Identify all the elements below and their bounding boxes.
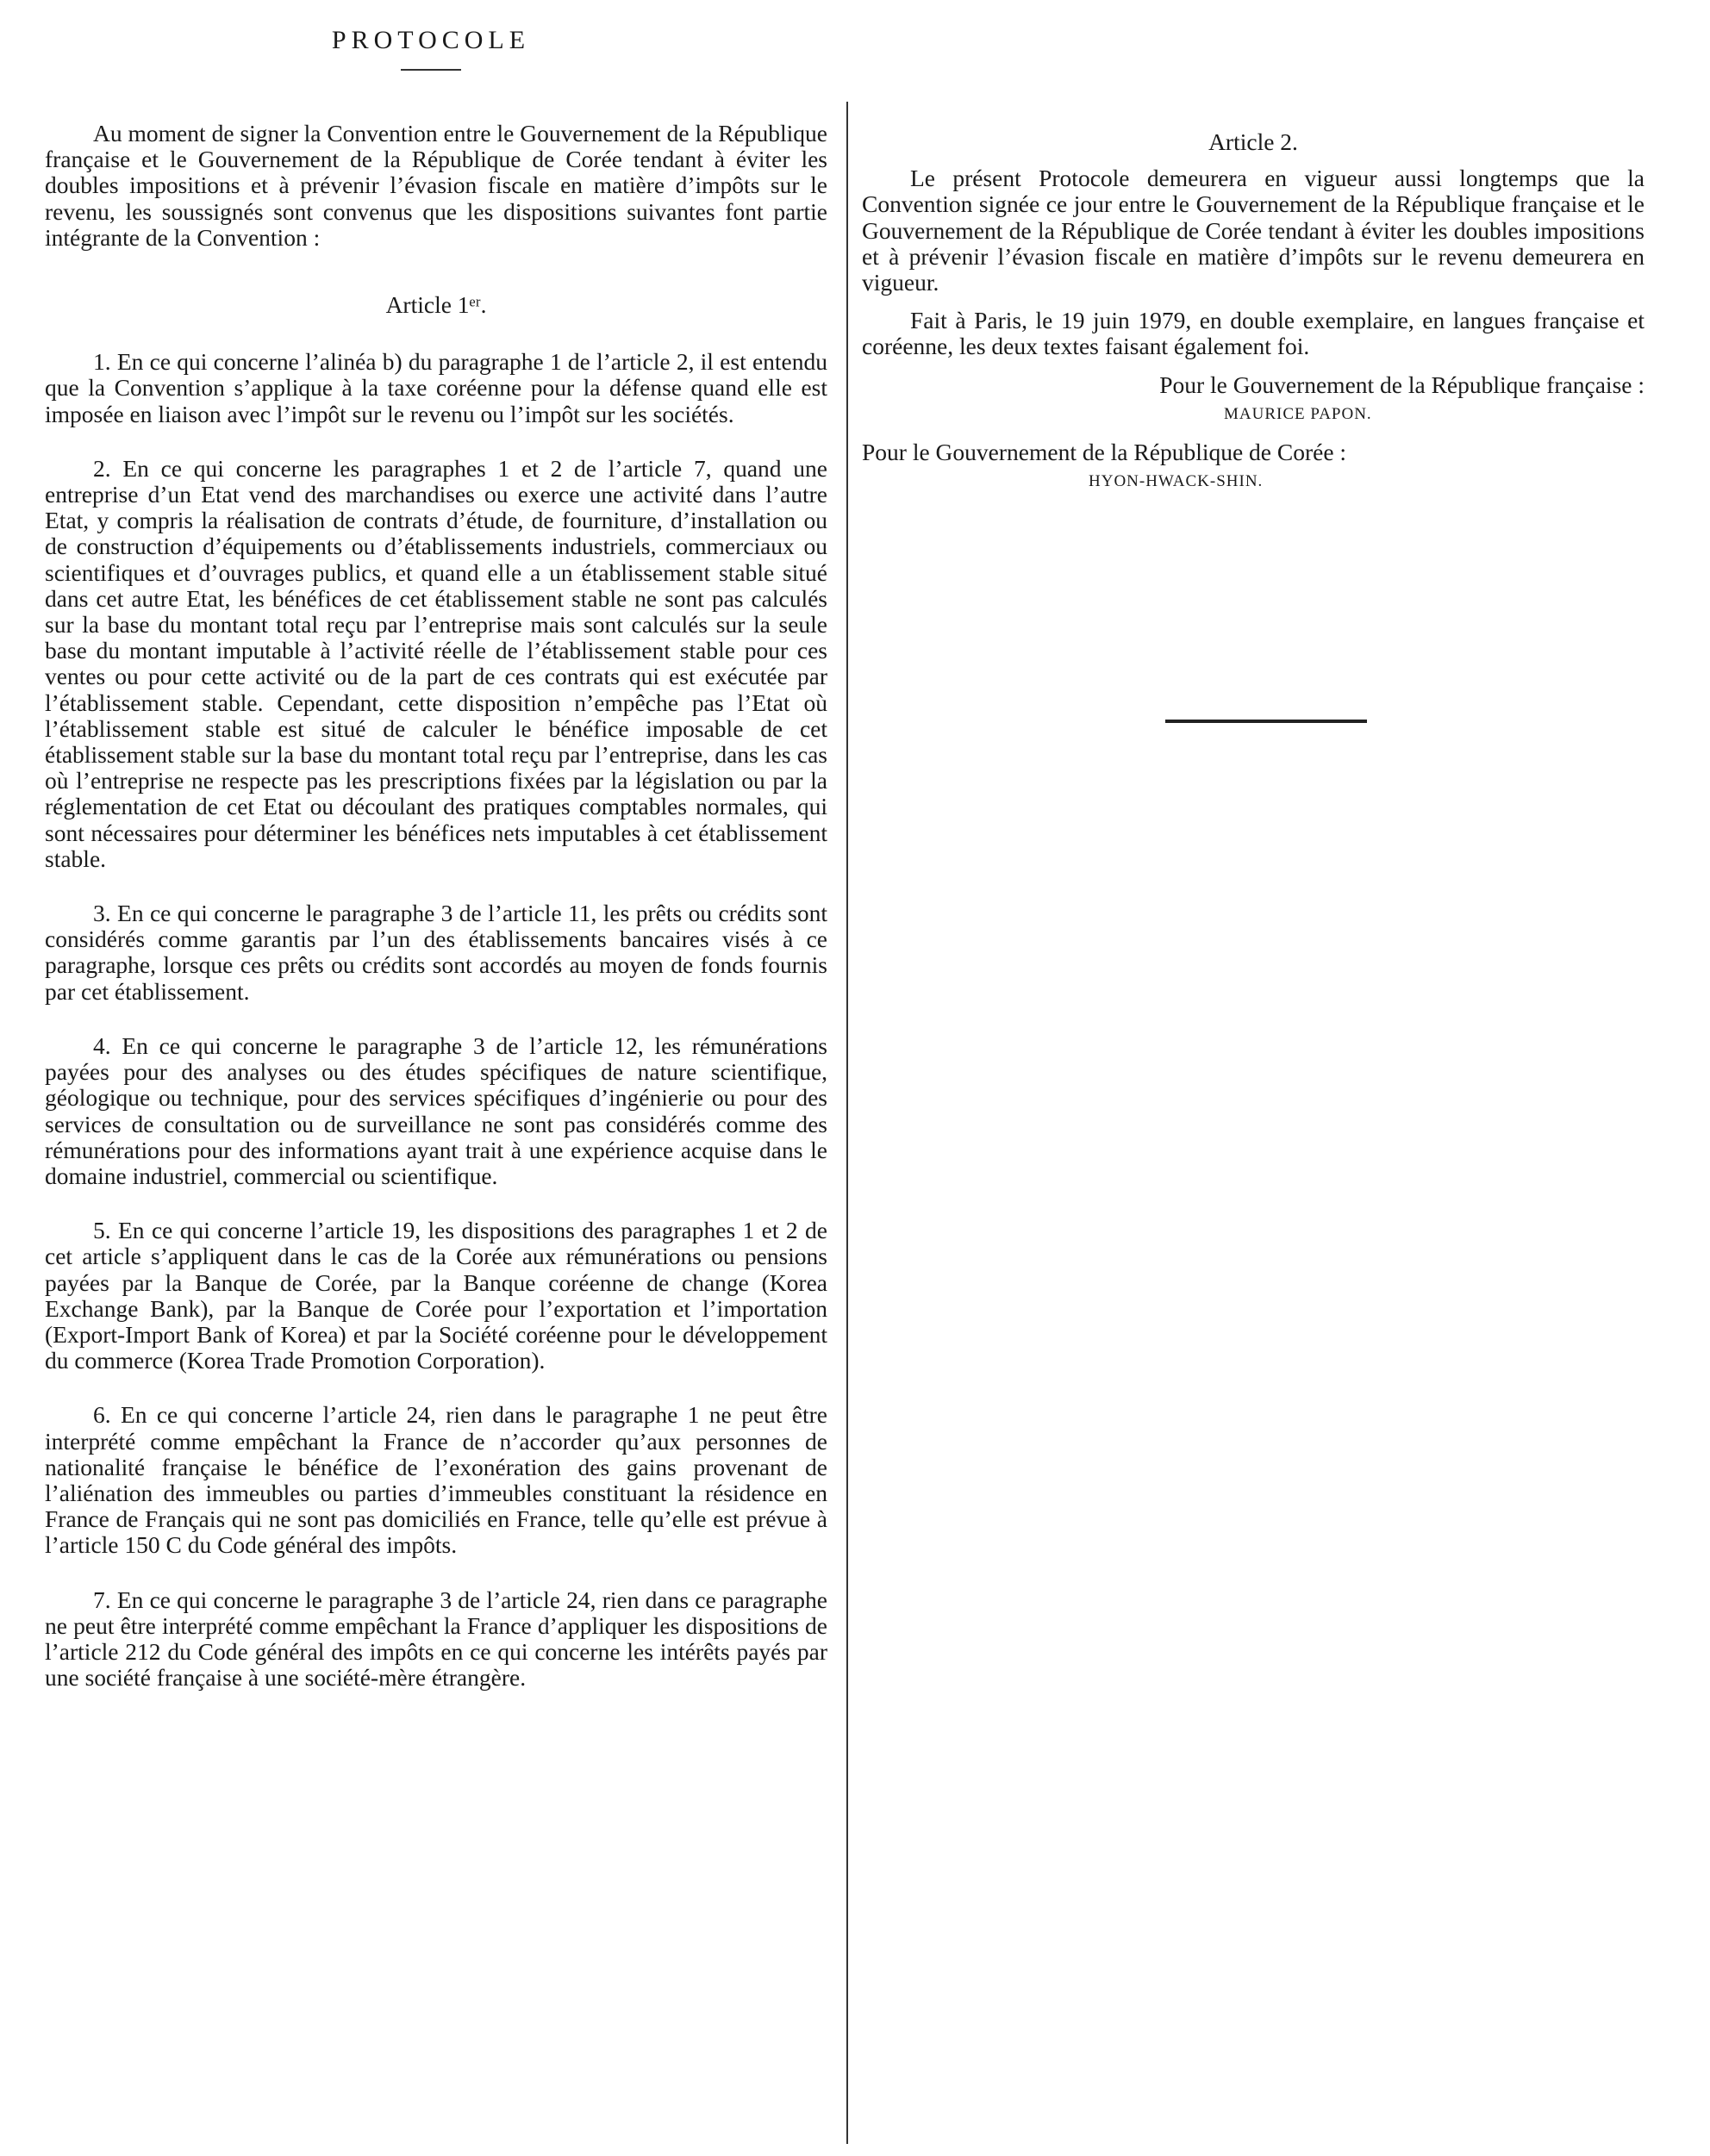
column-divider xyxy=(846,102,848,2144)
document-title: PROTOCOLE xyxy=(331,26,531,54)
intro-paragraph: Au moment de signer la Convention entre le Gouvernement de la République française et le Gouvernement de la République de Corée tendant à éviter les doubles impositions et à prévenir l’évasion fiscale en matière d’impôts sur le revenu, les soussignés sont convenus que les dispositions suivantes font partie intégrante de la Convention : xyxy=(45,120,827,251)
signature-france-name: MAURICE PAPON. xyxy=(1224,404,1372,423)
article-1-paragraph-1: 1. En ce qui concerne l’alinéa b) du paragraphe 1 de l’article 2, il est entendu que la Convention s’applique à la taxe coréenne pour la défense quand elle est imposée en liaison avec l’impôt sur le revenu ou l’impôt sur les sociétés. xyxy=(45,348,827,427)
article-1-paragraph-7: 7. En ce qui concerne le paragraphe 3 de l’article 24, rien dans ce paragraphe ne peut être interprété comme empêchant la France d’appliquer les dispositions de l’article 212 du Code général des impôts en ce qui concerne les intérêts payés par une société française à une société-mère étrangère. xyxy=(45,1586,827,1692)
article-2-heading: Article 2. xyxy=(1208,128,1298,155)
article-1-paragraph-3: 3. En ce qui concerne le paragraphe 3 de l’article 11, les prêts ou crédits sont considérés comme garantis par l’un des établissements bancaires visés à ce paragraphe, lorsque ces prêts ou crédits sont accordés au moyen de fonds fournis par cet établissement. xyxy=(45,900,827,1005)
done-at-paragraph: Fait à Paris, le 19 juin 1979, en double exemplaire, en langues française et coréenne, les deux textes faisant également foi. xyxy=(862,307,1644,360)
end-rule xyxy=(1165,720,1367,723)
title-underline xyxy=(401,69,461,71)
article-2-paragraph: Le présent Protocole demeurera en vigueur aussi longtemps que la Convention signée ce jour entre le Gouvernement de la République française et le Gouvernement de la République de Corée tendant à éviter les doubles impositions et à prévenir l’évasion fiscale en matière d’impôts sur le revenu demeurera en vigueur. xyxy=(862,165,1644,296)
article-1-paragraph-5: 5. En ce qui concerne l’article 19, les dispositions des paragraphes 1 et 2 de cet article s’appliquent dans le cas de la Corée aux rémunérations ou pensions payées par la Banque de Corée, par la Banque coréenne de change (Korea Exchange Bank), par la Banque de Corée pour l’exportation et l’importation (Export-Import Bank of Korea) et par la Société coréenne pour le développement du commerce (Korea Trade Promotion Corporation). xyxy=(45,1217,827,1374)
article-1-heading: Article 1ᵉʳ. xyxy=(385,291,487,319)
left-column xyxy=(45,121,827,1719)
right-column xyxy=(862,129,1644,507)
article-1-paragraph-4: 4. En ce qui concerne le paragraphe 3 de l’article 12, les rémunérations payées pour des analyses ou des études spécifiques de nature scientifique, géologique ou technique, pour des services spécifiques d’ingénierie ou pour des services de consultation ou de surveillance ne sont pas considérés comme des rémunérations pour des informations ayant trait à une expérience acquise dans le domaine industriel, commercial ou scientifique. xyxy=(45,1031,827,1189)
signature-korea-name: HYON-HWACK-SHIN. xyxy=(1089,472,1264,491)
signature-korea-label: Pour le Gouvernement de la République de Corée : xyxy=(862,439,1347,466)
signature-france-label: Pour le Gouvernement de la République française : xyxy=(1159,371,1644,398)
article-1-paragraph-6: 6. En ce qui concerne l’article 24, rien dans le paragraphe 1 ne peut être interprété comme empêchant la France de n’accorder qu’aux personnes de nationalité française le bénéfice de l’exonération des gains provenant de l’aliénation des immeubles ou parties d’immeubles constituant la résidence en France de Français qui ne sont pas domiciliés en France, telle qu’elle est prévue à l’article 150 C du Code général des impôts. xyxy=(45,1401,827,1559)
article-1-paragraph-2: 2. En ce qui concerne les paragraphes 1 et 2 de l’article 7, quand une entreprise d’un Etat vend des marchandises ou exerce une activité dans l’autre Etat, y compris la réalisation de contrats d’étude, de fourniture, d’installation ou de construction d’équipements ou d’établissements industriels, commerciaux ou scientifiques et d’ouvrages publics, et quand elle a un établissement stable situé dans cet autre Etat, les bénéfices de cet établissement stable ne sont pas calculés sur la base du montant total reçu par l’entreprise mais sont calculés sur la seule base du montant imputable à l’activité réelle de l’établissement stable pour ces ventes ou pour cette activité ou de la part de ces contrats qui est exécutée par l’établissement stable. Cependant, cette disposition n’empêche pas l’Etat où l’établissement stable est situé de calculer le bénéfice imposable de cet établissement stable sur la base du montant total reçu par l’entreprise, dans les cas où l’entreprise ne respecte pas les prescriptions fixées par la législation ou par la réglementation de cet Etat ou découlant des pratiques comptables normales, qui sont nécessaires pour déterminer les bénéfices nets imputables à cet établissement stable. xyxy=(45,454,827,872)
